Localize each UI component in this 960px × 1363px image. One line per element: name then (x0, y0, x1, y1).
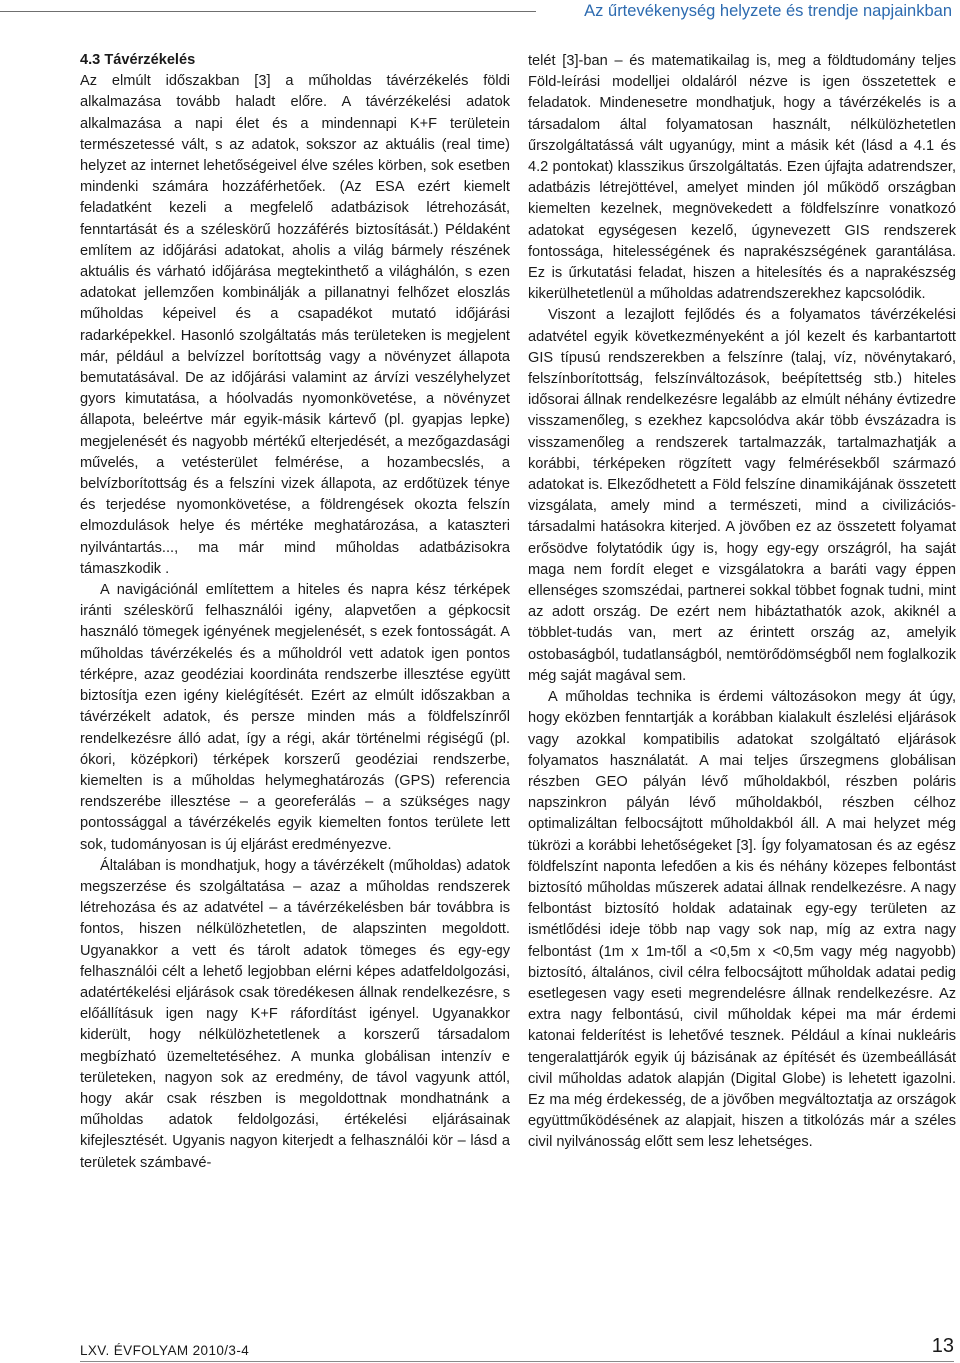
left-paragraph-3: Általában is mondhatjuk, hogy a távérzékelt (műholdas) adatok megszerzése és szolgáltatása – azaz a műholdas rendszerek létrehozása és az adatvétel – a távérzékelésben bár továbbra is fontos, hiszen nélkülözhetetlen, de alapszinten megoldott. Ugyanakkor a vett és tárolt adatok tömeges és egy-egy felhasználói célt a lehető legjobban elérni képes adatfeldolgozási, adatértékelési eljárások csak töredékesen állnak rendelkezésre, s előállításuk igen nagy K+F ráfordítást igényel. Ugyanakkor kiderült, hogy nélkülözhetetlenek a korszerű társadalom megbízható üzemeltetéséhez. A munka globálisan intenzív e területeken, nagyon sok az eredmény, de távol vagyunk attól, hogy akár csak részben is megoldottnak mondhatnánk a műholdas adatok feldolgozási, értékelési eljárásainak kifejlesztését. Ugyanis nagyon kiterjedt a felhasználói kör – lásd a területek számbavé- (80, 857, 510, 1171)
running-head-title: Az űrtevékenység helyzete és trendje napjainkban (584, 2, 952, 20)
right-column (528, 51, 956, 1154)
section-heading: 4.3 Távérzékelés (80, 52, 196, 68)
header-rule (0, 11, 536, 12)
right-paragraph-2: Viszont a lezajlott fejlődés és a folyamatos távérzékelési adatvétel egyik következményeként a jól kezelt és karbantartott GIS típusú rendszerekben a felszínre (talaj, víz, növénytakaró, felszínborítottság, felszínváltozások, beépítettség stb.) hiteles idősorai állnak rendelkezésre legalább az elmúlt néhány évtizedre visszamenőleg, s ezekhez kapcsolódva akár több évszázadra is visszamenőleg a rendszerek tartalmazzák, tartalmazhatják a korábbi, térképeken rögzített vagy felmérésekből származó adatokat is. Elkeződhetett a Föld felszíne dinamikájának összetett vizsgálata, amely mind a természeti, mind a civilizációs-társadalmi hatásokra kiterjed. A jövőben ez az összetett folyamat erősödve folytatódik úgy is, hogy egy-egy országról, ha saját maga nem fordít eleget e vizsgálatokra a baráti vagy éppen ellenséges szomszédai, partnerei sokkal többet fognak tudni, mint az adott ország. De ezért nem hibáztathatók azok, akiknél a többlet-tudás van, mert az érintett ország az, amelyik ostobaságból, tudatlanságból, nemtörődömségből nem foglalkozik még saját magával sem. (528, 307, 956, 684)
left-paragraph-1: Az elmúlt időszakban [3] a műholdas távérzékelés földi alkalmazása tovább haladt előre. A távérzékelési adatok alkalmazása a napi élet és a mindennapi K+F területein természetessé vált, s az adatok, sokszor az aktuális (real time) helyzet az internet lehetőségeivel élve széles körben, sok esetben mindenki számára hozzáférhetőek. (Az ESA ezért kiemelt feladatként kezeli a megfelelő adatbázisok létrehozását, fenntartását és a széleskörű hozzáférés biztosítását.) Példaként említem az időjárási adatokat, aholis a világ bármely részének aktuális és várható időjárása megtekinthető a világhálón, s ezen adatokat jellemzően kombinálják a pillanatnyi felhőzet eloszlás műholdas képeivel és a csapadékot mutató időjárási radarképekkel. Hasonló szolgáltatás más területeken is megjelent már, például a belvízzel borítottság vagy a növényzet állapota bemutatásával. De az időjárási valamint az árvízi veszélyhelyzet gyors kimutatása, a hóolvadás nyomonkövetése, a növényzet állapota, beleértve már egyik-másik kártevő (pl. gyapjas lepke) megjelenését és nagyobb mértékű elterjedését, a mezőgazdasági művelés, a vetésterület felmérése, a hozambecslés, a belvízborítottság és a felszíni vizek állapota, az erdőtüzek ténye és terjedése nyomonkövetése, a földrengések okozta felszín elmozdulások helye és mértéke meghatározása, a kataszteri nyilvántartás..., ma már mind műholdas adatbázisokra támaszkodik . (80, 73, 510, 577)
right-paragraph-3: A műholdas technika is érdemi változásokon megy át úgy, hogy eközben fenntartják a korábban kialakult észlelési eljárások vagy azokkal kompatibilis adatokat szolgáltató eljárások folyamatos használatát. A mai teljes űrszegmens globálisan részben GEO pályán lévő műholdakból, részben poláris napszinkron pályán lévő műholdakból, részben célhoz optimalizáltan felbocsájtott műholdakból áll. A mai helyzet még tükrözi a korábbi lehetőségeket [3]. Így folyamatosan és az egész földfelszínt naponta lefedően a kis és néhány közepes felbontást biztosító műholdas műszerek adatai állnak rendelkezésre. A nagy felbontást biztosító holdak adatainak egy-egy területen az ismétlődési ideje több nap vagy sok nap, míg az extra nagy felbontást (1m x 1m-től a <0,5m x <0,5m vagy még nagyobb) biztosító, általános, civil célra felbocsájtott műholdak adatai pedig esetlegesen vagy eseti megrendelésre állnak rendelkezésre. Az extra nagy felbontású, civil műholdak képei ma már érdemi katonai felderítést is lehetővé tesznek. Például a kínai nukleáris tengeralattjárók egyik új bázisának az építését és üzembeállását civil műholdas adatok alapján (Digital Globe) is lehetett igazolni. Ez ma még érdekesség, de a jövőben megváltoztatja az országok együttműködésének az alapjait, hiszen a titkolózás már a széles civil nyilvánosság előtt sem lesz lehetséges. (528, 689, 956, 1151)
footer-rule (80, 1361, 954, 1362)
running-head (0, 0, 960, 24)
page-number: 13 (931, 1335, 954, 1357)
right-paragraph-1: telét [3]-ban – és matematikailag is, meg a földtudomány teljes Föld-leírási modelljei oldaláról nézve is igen összetettek e feladatok. Mindenesetre mondhatjuk, hogy a távérzékelés is a társadalom által folyamatosan használt, nélkülözhetetlen űrszolgáltatássá vált ugyanúgy, mint a másik két (lásd a 4.1 és 4.2 pontokat) klasszikus űrszolgáltatás. Ezen újfajta adatrendszer, adatbázis létrejöttével, amelyet minden jól működő országban kiemelten kezelnek, megnövekedett a földfelszínre vonatkozó adatokat egységesen kezelő, úgynevezett GIS rendszerek fontossága, hitelességének és naprakészségének garantálása. Ez is űrkutatási feladat, hiszen a hitelesítés és a naprakészség kikerülhetetlenül a műholdas adatrendszerekhez kapcsolódik. (528, 53, 956, 303)
left-paragraph-2: A navigációnál említettem a hiteles és napra kész térképek iránti széleskörű felhasználói igény, alapvetően a gépkocsit használó tömegek igényének megjelenését, s ezek fontosságát. A műholdas távérzékelés és a műholdról vett adatok igen pontos térképre, azaz geodéziai koordináta rendszerbe illesztése együtt biztosítja ezen igény kielégítését. Ezért az elmúlt időszakban a távérzékelt adatok, és persze minden más a földfelszínről rendelkezésre álló adat, így a régi, akár történelmi régiségű (pl. ókori, középkori) térképek korszerű geodéziai rendszerbe, kiemelten is a műholdas helymeghatározás (GPS) referencia rendszerébe illesztése – a georeferálás – a szükséges nagy pontossággal a távérzékelés egyik kiemelten fontos területe lett sok, tudományosan is új eljárást eredményezve. (80, 582, 510, 853)
footer-volume: LXV. ÉVFOLYAM 2010/3-4 (80, 1343, 250, 1358)
left-column (80, 50, 510, 1174)
